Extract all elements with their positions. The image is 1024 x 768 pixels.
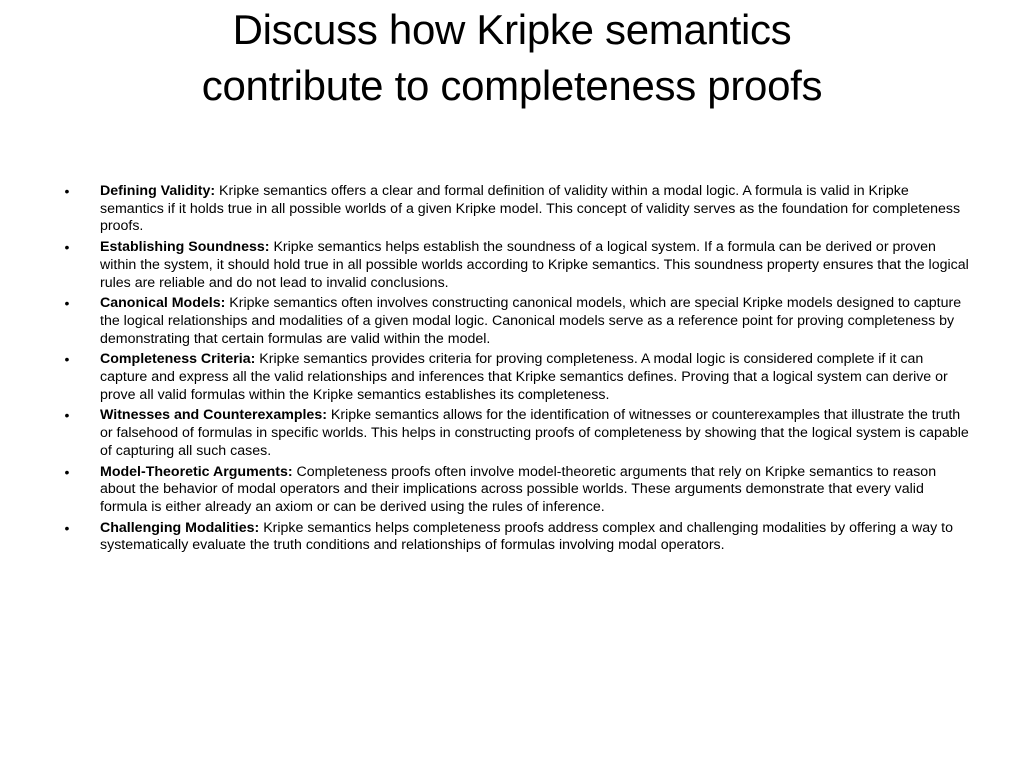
bullet-term: Completeness Criteria: [100,351,256,368]
slide-title-line-1: Discuss how Kripke semantics [232,6,792,53]
bullet-term: Establishing Soundness: [100,239,270,256]
bullet-text: Completeness proofs often involve model-theoretic arguments that rely on Kripke semantics to reason about the behavior of modal operators and their implications across possible worlds. These arguments demonstrate that every valid formula is either already an axiom or can be derived using the rules of inference. [100,463,937,515]
bullet-term: Defining Validity: [100,183,216,199]
bullet-dot-icon: • [64,407,70,424]
bullet-term: Model-Theoretic Arguments: [100,463,293,480]
bullet-canonical-models [62,295,972,348]
bullet-witnesses-counterexamples [62,407,972,460]
bullet-defining-validity [62,183,972,236]
bullet-dot-icon: • [64,463,70,480]
bullet-text: Kripke semantics allows for the identification of witnesses or counterexamples that illustrate the truth or falsehood of formulas in specific worlds. This helps in constructing proofs of completeness by showing that the logical system is capable of capturing all such cases. [100,407,969,459]
bullet-term: Challenging Modalities: [100,519,260,536]
bullet-dot-icon: • [64,351,70,368]
bullet-model-theoretic-arguments [62,464,972,517]
bullet-term: Canonical Models: [100,295,226,312]
bullet-list [62,183,972,558]
bullet-completeness-criteria [62,351,972,404]
bullet-text: Kripke semantics helps establish the soundness of a logical system. If a formula can be derived or proven within the system, it should hold true in all possible worlds according to Kripke semantics. This soundness property ensures that the logical rules are reliable and do not lead to invalid conclusions. [100,239,969,291]
bullet-text: Kripke semantics offers a clear and formal definition of validity within a modal logic. A formula is valid in Kripke semantics if it holds true in all possible worlds of a given Kripke model. This concept of validity serves as the foundation for completeness proofs. [100,183,961,235]
bullet-dot-icon: • [64,183,70,199]
bullet-text: Kripke semantics helps completeness proofs address complex and challenging modalities by offering a way to systematically evaluate the truth conditions and relationships of formulas involving modal operators. [100,519,953,554]
bullet-dot-icon: • [64,519,70,536]
bullet-dot-icon: • [64,295,70,312]
bullet-text: Kripke semantics often involves constructing canonical models, which are special Kripke models designed to capture the logical relationships and modalities of a given modal logic. Canonical models serve as a reference point for proving completeness by demonstrating that certain formulas are valid within the model. [100,295,962,347]
bullet-term: Witnesses and Counterexamples: [100,407,327,424]
bullet-challenging-modalities [62,520,972,555]
bullet-text: Kripke semantics provides criteria for proving completeness. A modal logic is considered complete if it can capture and express all the valid relationships and inferences that Kripke semantics defines. Proving that a logical system can derive or prove all valid formulas within the Kripke semantics establishes its completeness. [100,351,948,403]
bullet-establishing-soundness [62,239,972,292]
slide-title-line-2: contribute to completeness proofs [201,62,823,109]
slide-title [60,2,964,114]
bullet-dot-icon: • [64,239,70,256]
